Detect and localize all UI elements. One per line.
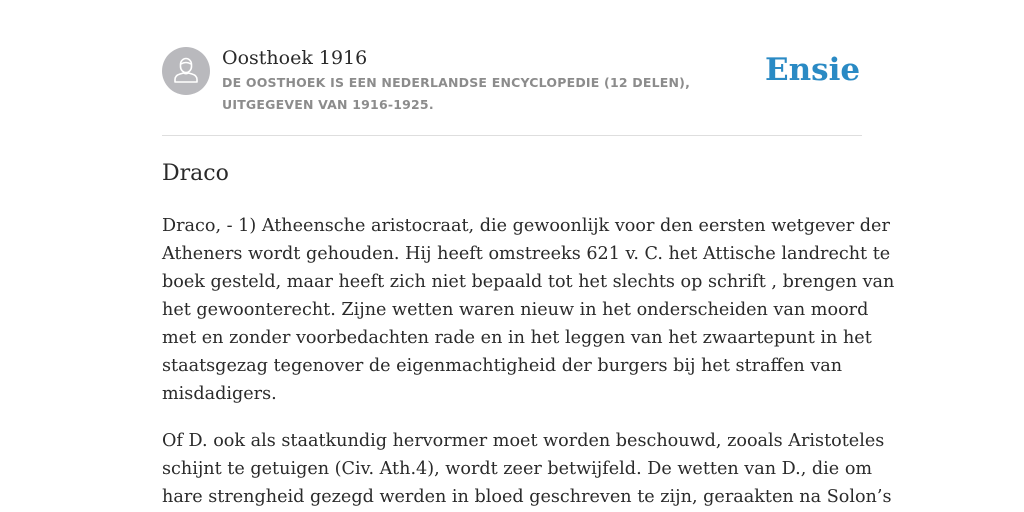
- text-line: Of D. ook als staatkundig hervormer moet worden beschouwd, zooals Aristoteles: [162, 431, 885, 451]
- text-line: boek gesteld, maar heeft zich niet bepaald tot het slechts op schrift , brengen van: [162, 272, 895, 292]
- ensie-logo[interactable]: Ensie: [765, 52, 861, 88]
- avatar[interactable]: [162, 47, 210, 95]
- text-line: Atheners wordt gehouden. Hij heeft omstreeks 621 v. C. het Attische landrecht te: [162, 244, 891, 264]
- user-silhouette-icon: [162, 47, 210, 95]
- divider: [162, 135, 862, 136]
- text-line: met en zonder voorbedachten rade en in het leggen van het zwaartepunt in het: [162, 328, 872, 348]
- text-line: het gewoonterecht. Zijne wetten waren nieuw in het onderscheiden van moord: [162, 300, 869, 320]
- source-description: DE OOSTHOEK IS EEN NEDERLANDSE ENCYCLOPEDIE (12 DELEN), UITGEGEVEN VAN 1916-1925.: [222, 75, 691, 112]
- text-line: hare strengheid gezegd werden in bloed geschreven te zijn, geraakten na Solon’s: [162, 487, 892, 507]
- text-line: schijnt te getuigen (Civ. Ath.4), wordt zeer betwijfeld. De wetten van D., die om: [162, 459, 873, 479]
- article-paragraph: [162, 427, 892, 511]
- text-line: misdadigers.: [162, 384, 277, 404]
- article-body: [162, 212, 895, 512]
- text-line: staatsgezag tegenover de eigenmachtigheid der burgers bij het straffen van: [162, 356, 843, 376]
- source-title[interactable]: Oosthoek 1916: [222, 47, 368, 69]
- text-line: Draco, - 1) Atheensche aristocraat, die gewoonlijk voor den eersten wetgever der: [162, 216, 890, 236]
- source-header: [162, 46, 862, 116]
- article-title: Draco: [162, 161, 229, 186]
- article-paragraph: [162, 212, 895, 408]
